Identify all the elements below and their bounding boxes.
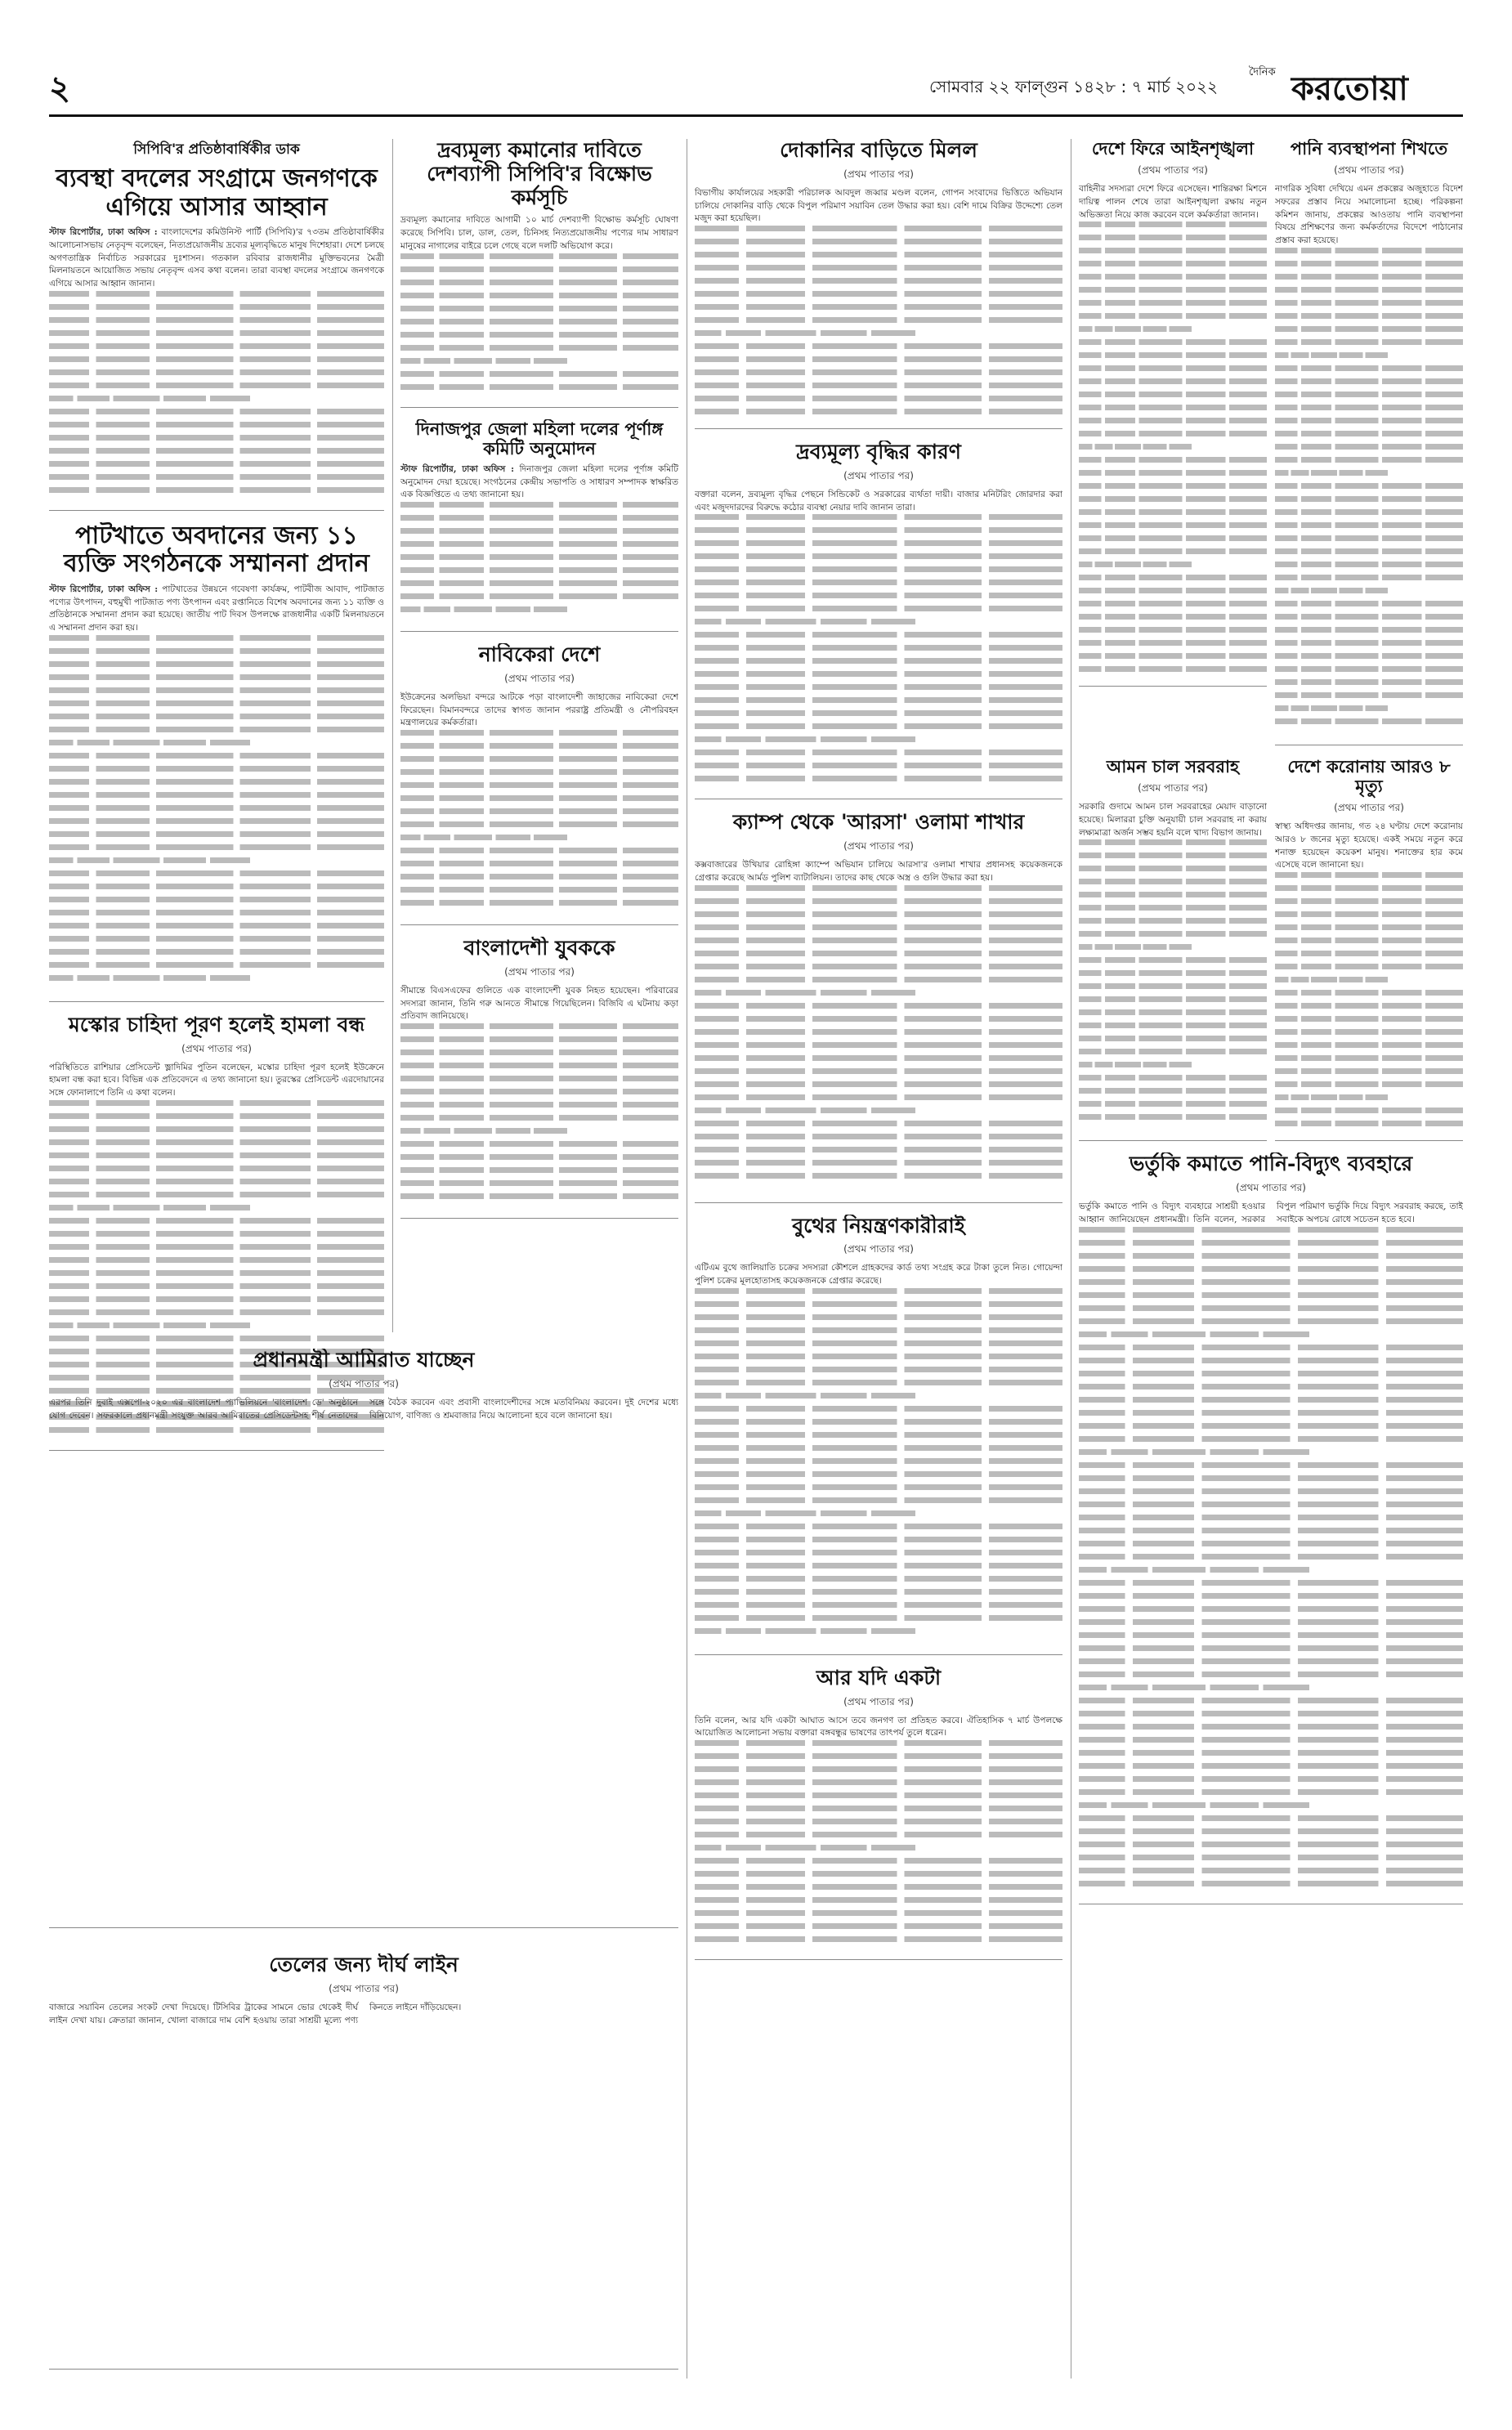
movement-headline: দ্রব্যমূল্য কমানোর দাবিতে দেশব্যাপী সিপিবি'র বিক্ষোভ কর্মসূচি [427,139,652,209]
water-continued: (প্রথম পাতার পর) [1334,164,1404,177]
article-price [695,441,1062,799]
sailors-headline: নাবিকেরা দেশে [478,643,601,667]
article-pm [49,1349,678,1937]
booth-filler [695,1288,1062,1648]
rice-filler [1079,839,1267,1134]
rice-continued: (প্রথম পাতার পর) [1138,782,1208,794]
award-headline: পাটখাতে অবদানের জন্য ১১ ব্যক্তি সংগঠনকে সম্মাননা প্রদান [64,521,369,579]
column-1 [49,139,384,1462]
pm-continued: (প্রথম পাতার পর) [329,1377,399,1390]
booth-body: এটিএম বুথে জালিয়াতি চক্রের সদস্যরা কৌশলে গ্রাহকদের কার্ড তথ্য সংগ্রহ করে টাকা তুলে নিত। গোয়েন্দা পুলিশ চক্রের মূলহোতাসহ কয়েকজনকে গ্রেপ্তার করেছে। [695,1263,1062,1286]
subsidy-continued: (প্রথম পাতার পর) [1236,1182,1306,1194]
movement-body: দ্রব্যমূল্য কমানোর দাবিতে আগামী ১০ মার্চ দেশব্যাপী বিক্ষোভ কর্মসূচি ঘোষণা করেছে সিপিবি। চাল, ডাল, তেল, চিনিসহ নিত্যপ্রয়োজনীয় পণ্যের দাম সাধারণ মানুষের নাগালের বাইরে চলে গেছে বলে দলটি অভিযোগ করে। [400,215,678,251]
mosque-continued: (প্রথম পাতার পর) [181,1042,252,1054]
article-sailors [400,643,678,925]
youth-body: সীমান্তে বিএসএফের গুলিতে এক বাংলাদেশী যুবক নিহত হয়েছেন। পরিবারের সদস্যরা জানান, তিনি গরু আনতে সীমান্তে গিয়েছিলেন। বিজিবি এ ঘটনায় কড়া প্রতিবাদ জানিয়েছে। [400,985,678,1022]
shop-filler [695,226,1062,422]
cpb-body: বাংলাদেশের কমিউনিস্ট পার্টি (সিপিবি)'র ৭৩তম প্রতিষ্ঠাবার্ষিকীর আলোচনাসভায় নেতৃবৃন্দ বলেছেন, নিত্যপ্রয়োজনীয় দ্রব্যের মূল্যবৃদ্ধিতে মানুষ দিশেহারা। দেশে চলছে অগণতান্ত্রিক নির্বাচিত সরকারের দুঃশাসন। গতকাল রবিবার রাজধানীর মুক্তিভবনের মৈত্রী মিলনায়তনে আয়োজিত সভায় নেতৃবৃন্দ এসব কথা বলেন। তারা ব্যবস্থা বদলের সংগ্রামে জনগণকে এগিয়ে আসার আহ্বান জানান। [49,227,384,289]
article-rice [1079,757,1267,1141]
article-award [49,522,384,1002]
logo-text: করতোয়া [1291,69,1408,108]
camp-body: কক্সবাজারের উখিয়ার রোহিঙ্গা ক্যাম্পে অভিযান চালিয়ে আরসা'র ওলামা শাখার প্রধানসহ কয়েকজনকে গ্রেপ্তার করেছে আর্মড পুলিশ ব্যাটালিয়ন। তাদের কাছ থেকে অস্ত্র ও গুলি উদ্ধার করা হয়। [695,860,1062,883]
water-filler [1275,248,1463,738]
booth-continued: (প্রথম পাতার পর) [843,1243,914,1255]
cpb-filler [49,291,384,503]
column-rule-1 [392,139,393,1332]
rice-headline: আমন চাল সরবরাহ [1106,756,1240,776]
article-cpb [49,139,384,511]
rice-body: সরকারি গুদামে আমন চাল সরবরাহের মেয়াদ বাড়ানো হয়েছে। মিলাররা চুক্তি অনুযায়ী চাল সরবরাহ না করায় লক্ষ্যমাত্রা অর্জন সম্ভব হয়নি বলে খাদ্য বিভাগ জানায়। [1079,802,1267,838]
movement-filler [400,253,678,401]
camp-continued: (প্রথম পাতার পর) [843,840,914,852]
camp-filler [695,885,1062,1196]
corona-body: স্বাস্থ্য অধিদপ্তর জানায়, গত ২৪ ঘণ্টায় দেশে করোনায় আরও ৮ জনের মৃত্যু হয়েছে। একই সময়ে নতুন করে শনাক্ত হয়েছেন কয়েকশ মানুষ। শনাক্তের হার কমে এসেছে বলে জানানো হয়। [1275,821,1463,870]
corona-headline: দেশে করোনায় আরও ৮ মৃত্যু [1287,756,1451,797]
ifone-filler [695,1740,1062,1953]
article-dinajpur [400,419,678,633]
pm-headline: প্রধানমন্ত্রী আমিরাত যাচ্ছেন [253,1349,475,1372]
shop-headline: দোকানির বাড়িতে মিলল [780,139,977,162]
water-headline: পানি ব্যবস্থাপনা শিখতে [1290,139,1448,159]
column-2 [400,139,678,1230]
dinajpur-byline: স্টাফ রিপোর্টার, ঢাকা অফিস : [400,463,515,474]
article-oil [49,1953,678,2379]
price-headline: দ্রব্যমূল্য বৃদ্ধির কারণ [796,441,961,463]
youth-continued: (প্রথম পাতার পর) [504,965,575,978]
article-subsidy [1079,1152,1463,1904]
ifone-headline: আর যদি একটা [816,1666,942,1689]
award-byline: স্টাফ রিপোর্টার, ঢাকা অফিস : [49,584,159,594]
dinajpur-filler [400,502,678,624]
award-filler [49,635,384,995]
cpb-byline: স্টাফ রিপোর্টার, ঢাকা অফিস : [49,227,158,237]
page-number: ২ [49,69,71,107]
award-body: পাটখাতের উন্নয়নে গবেষণা কার্যক্রম, পাটবীজ আবাদ, পাটজাত পণ্যের উৎপাদন, বহুমুখী পাটজাত পণ্য উৎপাদন এবং রপ্তানিতে বিশেষ অবদানের জন্য ১১ ব্যক্তি ও প্রতিষ্ঠানকে সম্মাননা প্রদান করা হয়েছে। জাতীয় পাট দিবস উপলক্ষে রাজধানীর একটি মিলনায়তনে এ সম্মাননা প্রদান করা হয়। [49,584,384,633]
corona-continued: (প্রথম পাতার পর) [1334,802,1404,814]
return-continued: (প্রথম পাতার পর) [1138,164,1208,177]
article-ifone [695,1667,1062,1960]
return-headline: দেশে ফিরে আইনশৃঙ্খলা [1091,139,1255,159]
youth-headline: বাংলাদেশী যুবককে [463,937,615,960]
price-continued: (প্রথম পাতার পর) [843,469,914,481]
cpb-headline: ব্যবস্থা বদলের সংগ্রামে জনগণকে এগিয়ে আসার আহ্বান [56,164,378,222]
oil-body: বাজারে সয়াবিন তেলের সংকট দেখা দিয়েছে। টিসিবির ট্রাকের সামনে ভোর থেকেই দীর্ঘ লাইন দেখা যায়। ক্রেতারা জানান, খোলা বাজারে দাম বেশি হওয়ায় তারা সাশ্রয়ী মূল্যে পণ্য কিনতে লাইনে দাঁড়িয়েছেন। [49,2002,462,2025]
corona-filler [1275,872,1463,1134]
article-corona [1275,757,1463,1141]
return-body: বাহিনীর সদস্যরা দেশে ফিরে এসেছেন। শান্তিরক্ষা মিশনে দায়িত্ব পালন শেষে তারা আইনশৃঙ্খলা রক্ষায় নতুন অভিজ্ঞতা নিয়ে কাজ করবেন বলে কর্মকর্তারা জানান। [1079,184,1267,220]
shop-continued: (প্রথম পাতার পর) [843,168,914,180]
ifone-continued: (প্রথম পাতার পর) [843,1695,914,1707]
mosque-headline: মস্কোর চাহিদা পূরণ হলেই হামলা বন্ধ [68,1013,365,1036]
sailors-filler [400,730,678,918]
mosque-body: পরিস্থিতিতে রাশিয়ার প্রেসিডেন্ট ভ্লাদিমির পুতিন বলেছেন, মস্কোর চাহিদা পূরণ হলেই ইউক্রেনে হামলা বন্ধ করা হবে। বিভিন্ন এক প্রতিবেদনে এ তথ্য জানানো হয়। তুরস্কের প্রেসিডেন্ট এরদোয়ানের সঙ্গে ফোনালাপে তিনি এ কথা বলেন। [49,1062,384,1098]
article-movement [400,139,678,408]
column-4 [1079,139,1463,1916]
return-filler [1079,222,1267,679]
dinajpur-headline: দিনাজপুর জেলা মহিলা দলের পূর্ণাঙ্গ কমিটি অনুমোদন [415,418,664,459]
subsidy-filler [1079,1227,1463,1897]
booth-headline: বুথের নিয়ন্ত্রণকারীরাই [792,1214,965,1237]
article-water [1275,139,1463,745]
subsidy-body: ভর্তুকি কমাতে পানি ও বিদ্যুৎ ব্যবহারে সাশ্রয়ী হওয়ার আহ্বান জানিয়েছেন প্রধানমন্ত্রী। তিনি বলেন, সরকার বিপুল পরিমাণ ভর্তুকি দিয়ে বিদ্যুৎ সরবরাহ করছে, তাই সবাইকে অপচয় রোধে সচেতন হতে হবে। [1079,1202,1463,1224]
article-camp [695,811,1062,1202]
shop-body: বিভাগীয় কার্যালয়ের সহকারী পরিচালক আবদুল জব্বার মণ্ডল বলেন, গোপন সংবাদের ভিত্তিতে অভিযান চালিয়ে দোকানির বাড়ি থেকে বিপুল পরিমাণ সয়াবিন তেল উদ্ধার করা হয়। বেশি দামে বিক্রির উদ্দেশ্যে তেল মজুদ করা হয়েছিল। [695,187,1062,224]
article-booth [695,1215,1062,1655]
price-filler [695,514,1062,792]
column-3 [695,139,1062,1971]
price-body: বক্তারা বলেন, দ্রব্যমূল্য বৃদ্ধির পেছনে সিন্ডিকেট ও সরকারের ব্যর্থতা দায়ী। বাজার মনিটরিং জোরদার করা এবং মজুদদারদের বিরুদ্ধে কঠোর ব্যবস্থা নেয়ার দাবি জানান তারা। [695,489,1062,512]
logo-small-text: দৈনিক [1249,66,1276,78]
masthead [49,57,1463,117]
karatoa-logo [1242,59,1463,108]
article-return [1079,139,1267,687]
ifone-body: তিনি বলেন, আর যদি একটা আঘাত আসে তবে জনগণ তা প্রতিহত করবে। ঐতিহাসিক ৭ মার্চ উপলক্ষে আয়োজিত আলোচনা সভায় বক্তারা বঙ্গবন্ধুর ভাষণের তাৎপর্য তুলে ধরেন। [695,1715,1062,1739]
sailors-continued: (প্রথম পাতার পর) [504,672,575,684]
oil-headline: তেলের জন্য দীর্ঘ লাইন [269,1953,459,1976]
article-shop [695,139,1062,429]
water-body: নাগরিক সুবিধা দেখিয়ে এমন প্রকল্পের অজুহাতে বিদেশ সফরের প্রস্তাব নিয়ে সমালোচনা হচ্ছে। পরিকল্পনা কমিশন জানায়, প্রকল্পের আওতায় পানি ব্যবস্থাপনা বিষয়ে প্রশিক্ষণের জন্য কর্মকর্তাদের বিদেশে পাঠানোর প্রস্তাব করা হয়েছে। [1275,184,1463,246]
dinajpur-body: দিনাজপুর জেলা মহিলা দলের পূর্ণাঙ্গ কমিটি অনুমোদন দেয়া হয়েছে। সংগঠনের কেন্দ্রীয় সভাপতি ও সাধারণ সম্পাদক স্বাক্ষরিত এক বিজ্ঞপ্তিতে এ তথ্য জানানো হয়। [400,463,678,500]
sailors-body: ইউক্রেনের অলভিয়া বন্দরে আটকে পড়া বাংলাদেশী জাহাজের নাবিকেরা দেশে ফিরেছেন। বিমানবন্দরে তাদের স্বাগত জানান পররাষ্ট্র প্রতিমন্ত্রী ও নৌপরিবহন মন্ত্রণালয়ের কর্মকর্তারা। [400,691,678,728]
youth-filler [400,1023,678,1211]
oil-continued: (প্রথম পাতার পর) [329,1982,399,1994]
pm-body: এরপর তিনি দুবাই এক্সপো-২০২০ এর বাংলাদেশ প্যাভিলিয়নে 'বাংলাদেশ ডে' অনুষ্ঠানে যোগ দেবেন। সফরকালে প্রধানমন্ত্রী সংযুক্ত আরব আমিরাতের প্রেসিডেন্টসহ শীর্ষ নেতাদের সঙ্গে বৈঠক করবেন এবং প্রবাসী বাংলাদেশীদের সঙ্গে মতবিনিময় করবেন। দুই দেশের মধ্যে বিনিয়োগ, বাণিজ্য ও শ্রমবাজার নিয়ে আলোচনা হবে বলে জানানো হয়। [49,1397,678,1421]
cpb-kicker: সিপিবি'র প্রতিষ্ঠাবার্ষিকীর ডাক [133,141,300,158]
article-youth [400,937,678,1219]
date-line: সোমবার ২২ ফাল্গুন ১৪২৮ : ৭ মার্চ ২০২২ [928,77,1218,96]
subsidy-headline: ভর্তুকি কমাতে পানি-বিদ্যুৎ ব্যবহারে [1129,1152,1413,1176]
camp-headline: ক্যাম্প থেকে 'আরসা' ওলামা শাখার [732,811,1025,835]
